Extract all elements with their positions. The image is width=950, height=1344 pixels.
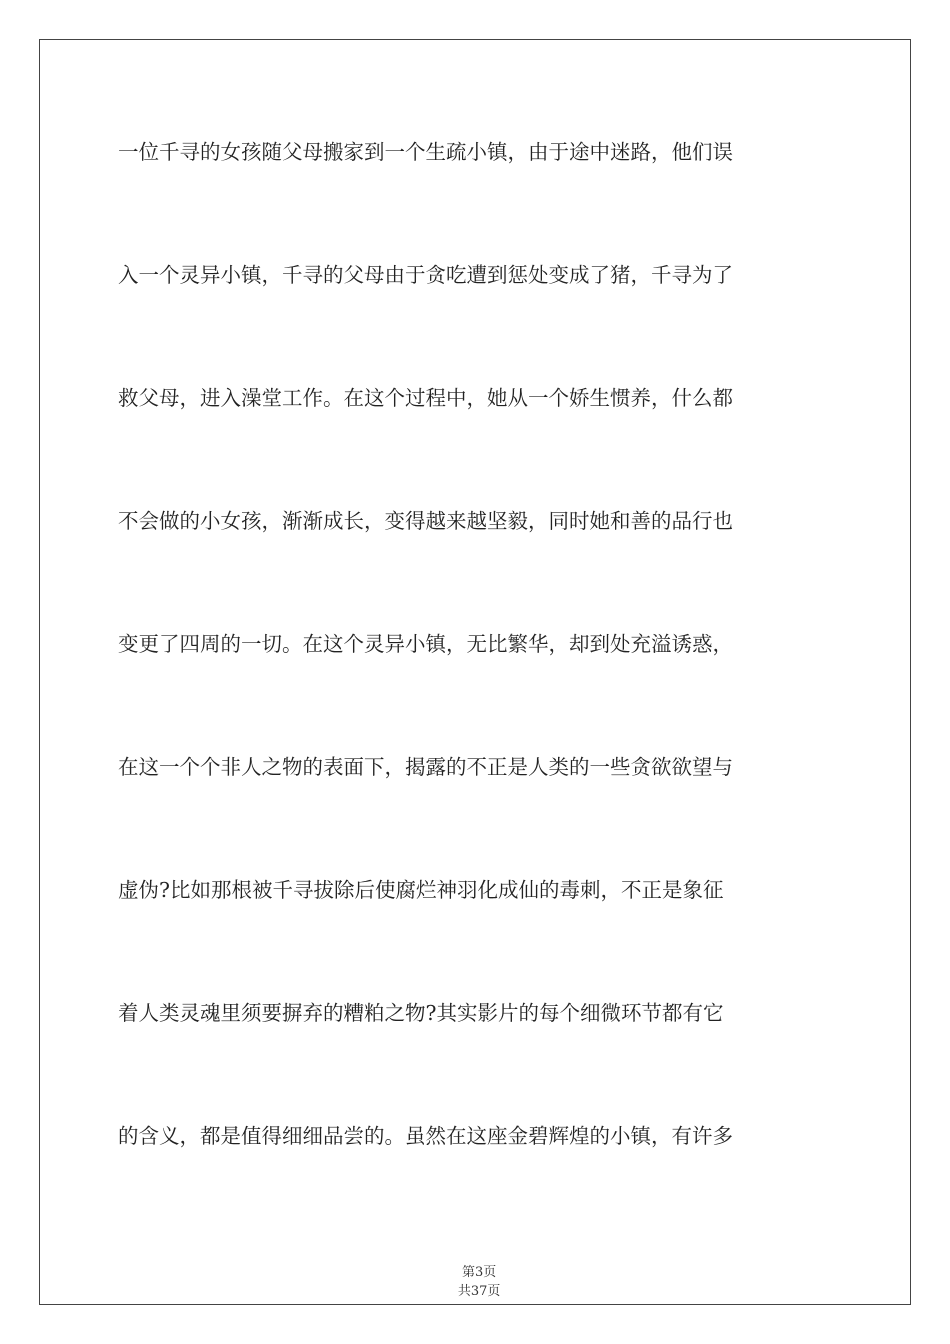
paragraph-line-4: 不会做的小女孩，渐渐成长，变得越来越坚毅，同时她和善的品行也 <box>118 509 733 533</box>
paragraph-line-1: 一位千寻的女孩随父母搬家到一个生疏小镇，由于途中迷路，他们误 <box>118 140 733 164</box>
paragraph-line-5: 变更了四周的一切。在这个灵异小镇，无比繁华，却到处充溢诱惑， <box>118 632 733 656</box>
page-total: 共37页 <box>457 1284 501 1299</box>
paragraph-line-9: 的含义，都是值得细细品尝的。虽然在这座金碧辉煌的小镇，有许多 <box>118 1124 733 1148</box>
page-footer <box>0 1246 950 1299</box>
document-body <box>118 125 832 1232</box>
page-number: 第3页 <box>461 1265 497 1280</box>
paragraph-line-8: 着人类灵魂里须要摒弃的糟粕之物?其实影片的每个细微环节都有它 <box>118 1001 724 1025</box>
paragraph-line-2: 入一个灵异小镇，千寻的父母由于贪吃遭到惩处变成了猪，千寻为了 <box>118 263 733 287</box>
paragraph-line-7: 虚伪?比如那根被千寻拔除后使腐烂神羽化成仙的毒刺，不正是象征 <box>118 878 724 902</box>
paragraph-line-6: 在这一个个非人之物的表面下，揭露的不正是人类的一些贪欲欲望与 <box>118 755 733 779</box>
paragraph-line-3: 救父母，进入澡堂工作。在这个过程中，她从一个娇生惯养，什么都 <box>118 386 733 410</box>
